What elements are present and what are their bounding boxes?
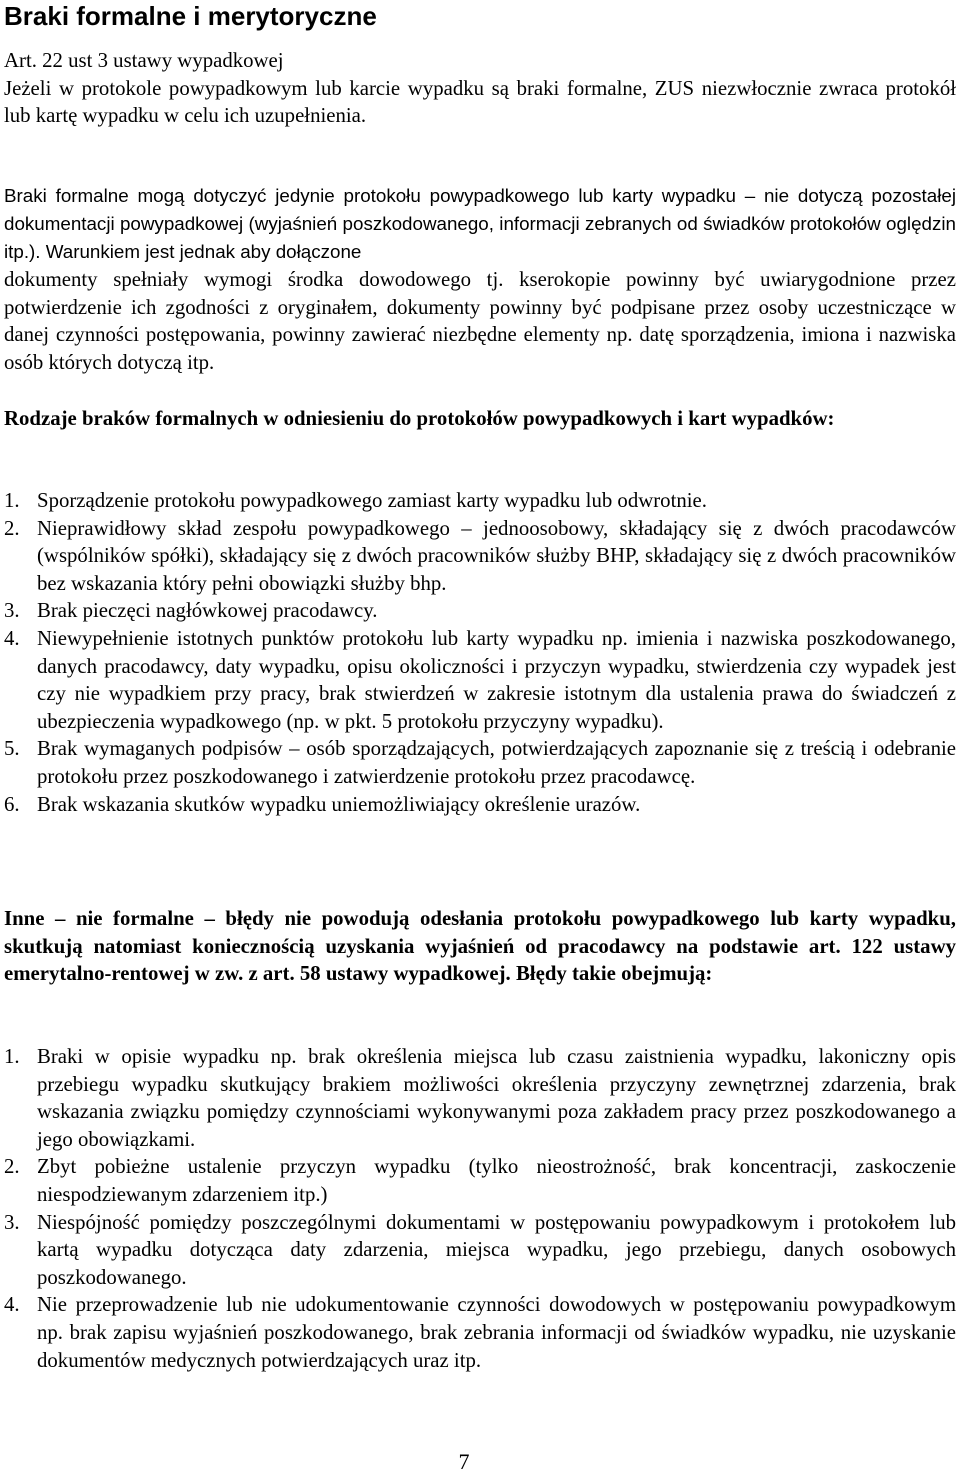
list-item-text: Brak wymaganych podpisów – osób sporządzających, potwierdzających zapoznanie się z treścią i odebranie protokołu przez poszkodowanego i zatwierdzenie protokołu przez pracodawcę.: [37, 737, 956, 788]
list-item-text: Sporządzenie protokołu powypadkowego zamiast karty wypadku lub odwrotnie.: [37, 489, 707, 512]
list-item-number: 6.: [4, 792, 20, 816]
list-item: [4, 597, 956, 625]
list-item: [4, 735, 956, 790]
list-item-text: Brak pieczęci nagłówkowej pracodawcy.: [37, 599, 378, 623]
list-item-number: 5.: [4, 737, 20, 761]
list-item-text: Braki w opisie wypadku np. brak określenia miejsca lub czasu zaistnienia wypadku, lakoniczny opis przebiegu wypadku skutkujący brakiem możliwości określenia przyczyny zewnętrznej zdarzenia, brak wskazania związku pomiędzy czynnościami wykonywanymi poza zakładem pracy przez poszkodowanego a jego obowiązkami.: [37, 1045, 956, 1151]
list-item-number: 4.: [4, 626, 20, 650]
list-item: [4, 1291, 956, 1374]
page-number: 7: [458, 1449, 470, 1474]
article-quote: Jeżeli w protokole powypadkowym lub karcie wypadku są braki formalne, ZUS niezwłocznie zwraca protokół lub kartę wypadku w celu ich uzupełnienia.: [4, 76, 956, 128]
formal-defects-list: [4, 487, 956, 818]
article-reference: Art. 22 ust 3 ustawy wypadkowej: [4, 49, 284, 72]
explanation-paragraph: Braki formalne mogą dotyczyć jedynie protokołu powypadkowego lub karty wypadku – nie dotyczą pozostałej dokumentacji powypadkowej (wyjaśnień poszkodowanego, informacji zebranych od świadków protokołów oględzin itp.). Warunkiem jest jednak aby dołączone: [4, 185, 956, 262]
list-item: [4, 1209, 956, 1292]
list-item-number: 3.: [4, 1210, 20, 1234]
list-item-text: Nieprawidłowy skład zespołu powypadkowego – jednoosobowy, składający się z dwóch pracodawców (wspólników spółki), składający się z dwóch pracowników służby BHP, składający się z dwóch pracowników bez wskazania który pełni obowiązki służby bhp.: [37, 516, 956, 595]
list-item: [4, 791, 956, 819]
list-item-text: Nie przeprowadzenie lub nie udokumentowanie czynności dowodowych w postępowaniu powypadkowym np. brak zapisu wyjaśnień poszkodowanego, brak zebrania informacji od świadków wypadku, nie uzyskanie dokumentów medycznych potwierdzających uraz itp.: [37, 1293, 956, 1372]
other-defects-heading: Inne – nie formalne – błędy nie powodują odesłania protokołu powypadkowego lub karty wypadku, skutkują natomiast koniecznością uzyskania wyjaśnień od pracodawcy na podstawie art. 122 ustawy emerytalno-rentowej w zw. z art. 58 ustawy wypadkowej. Błędy takie obejmują:: [4, 907, 956, 986]
formal-defects-heading: Rodzaje braków formalnych w odniesieniu do protokołów powypadkowych i kart wypadków:: [4, 407, 835, 430]
list-item: [4, 487, 956, 515]
list-item: [4, 515, 956, 598]
list-item: [4, 1153, 956, 1208]
list-item-number: 1.: [4, 1045, 20, 1068]
list-item-text: Zbyt pobieżne ustalenie przyczyn wypadku (tylko nieostrożność, brak koncentracji, zaskoczenie niespodziewanym zdarzeniem itp.): [37, 1155, 956, 1206]
list-item-number: 3.: [4, 599, 20, 623]
list-item-number: 4.: [4, 1293, 20, 1317]
list-item-text: Niewypełnienie istotnych punktów protokołu lub karty wypadku np. imienia i nazwiska poszkodowanego, danych pracodawcy, daty wypadku, opisu okoliczności i przyczyn wypadku, stwierdzenia czy wypadek jest czy nie wypadkiem przy pracy, brak stwierdzeń w zakresie istotnym dla ustalenia prawa do świadczeń z ubezpieczenia wypadkowego (np. w pkt. 5 protokołu przyczyny wypadku).: [37, 626, 956, 733]
list-item-text: Niespójność pomiędzy poszczególnymi dokumentami w postępowaniu powypadkowym i protokołem lub kartą wypadku dotycząca daty zdarzenia, miejsca wypadku, jego przebiegu, danych osobowych poszkodowanego.: [37, 1210, 956, 1289]
explanation-section: [4, 182, 956, 376]
list-item-number: 2.: [4, 1155, 20, 1179]
explanation-paragraph-continued: dokumenty spełniały wymogi środka dowodowego tj. kserokopie powinny być uwiarygodnione przez potwierdzenie ich zgodności z oryginałem, dokumenty powinny być podpisane przez osoby uczestniczące w danej czynności postępowania, powinny zawierać niezbędne elementy np. datę sporządzenia, imiona i nazwiska osób których dotyczą itp.: [4, 268, 956, 374]
list-item-number: 2.: [4, 516, 20, 540]
intro-section: [4, 47, 956, 130]
list-item: [4, 1043, 956, 1153]
other-defects-list: [4, 1043, 956, 1374]
list-item-text: Brak wskazania skutków wypadku uniemożliwiający określenie urazów.: [37, 792, 641, 816]
page-title: Braki formalne i merytoryczne: [4, 1, 377, 31]
list-item-number: 1.: [4, 489, 20, 512]
list-item: [4, 625, 956, 735]
